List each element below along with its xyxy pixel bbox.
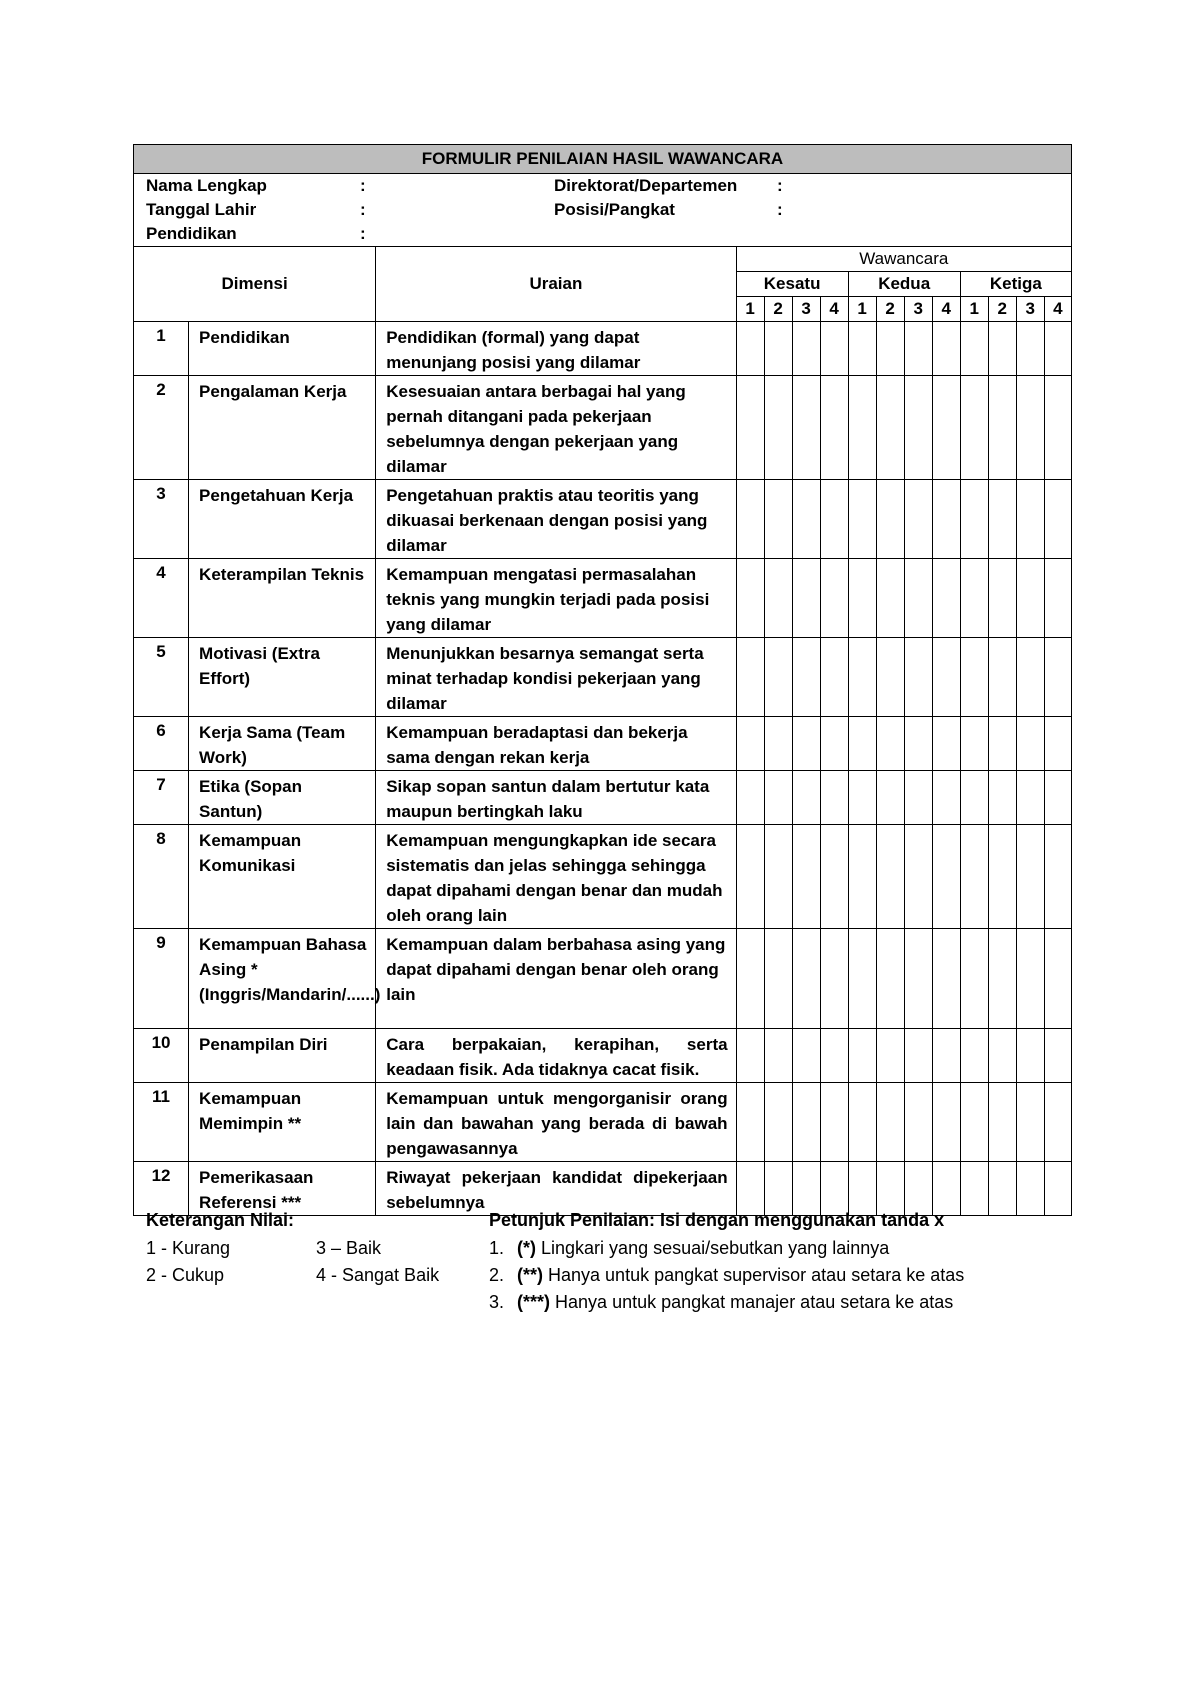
- petunjuk-text: Hanya untuk pangkat manajer atau setara ke atas: [555, 1292, 954, 1312]
- score-cell[interactable]: [1044, 825, 1071, 929]
- score-cell[interactable]: [988, 1162, 1016, 1216]
- dimensi-cell: Pendidikan: [189, 322, 376, 376]
- petunjuk-text: Hanya untuk pangkat supervisor atau setara ke atas: [548, 1265, 965, 1285]
- uraian-cell: Kemampuan mengungkapkan ide secara sistematis dan jelas sehingga sehingga dapat dipahami dengan benar dan mudah oleh orang lain: [376, 825, 736, 929]
- score-cell[interactable]: [932, 771, 960, 825]
- score-cell[interactable]: [988, 322, 1016, 376]
- score-cell[interactable]: [904, 376, 932, 480]
- score-cell[interactable]: [764, 376, 792, 480]
- nama-label: Nama Lengkap: [146, 176, 267, 195]
- petunjuk-marker: (***): [517, 1292, 551, 1312]
- score-cell[interactable]: [876, 559, 904, 638]
- header-round-ketiga: Ketiga: [960, 272, 1071, 297]
- petunjuk-text: Lingkari yang sesuai/sebutkan yang lainnya: [541, 1238, 890, 1258]
- table-row: [134, 1162, 1072, 1216]
- table-row: [134, 638, 1072, 717]
- score-cell[interactable]: [848, 559, 876, 638]
- dimensi-cell: Kemampuan Memimpin **: [189, 1083, 376, 1162]
- pendidikan-colon: :: [360, 224, 366, 243]
- header-uraian: Uraian: [376, 247, 736, 322]
- petunjuk-marker: (**): [517, 1265, 543, 1285]
- header-round-kesatu: Kesatu: [736, 272, 848, 297]
- score-cell[interactable]: [820, 1162, 848, 1216]
- score-cell[interactable]: [1016, 559, 1044, 638]
- score-header: 3: [904, 297, 932, 322]
- score-cell[interactable]: [988, 638, 1016, 717]
- uraian-cell: Kemampuan beradaptasi dan bekerja sama dengan rekan kerja: [376, 717, 736, 771]
- score-header: 4: [932, 297, 960, 322]
- dimensi-cell: Kerja Sama (Team Work): [189, 717, 376, 771]
- score-header: 4: [820, 297, 848, 322]
- score-cell[interactable]: [904, 480, 932, 559]
- score-cell[interactable]: [932, 717, 960, 771]
- row-number: 11: [134, 1083, 189, 1162]
- score-cell[interactable]: [820, 825, 848, 929]
- keterangan-title: Keterangan Nilai:: [146, 1210, 295, 1230]
- table-row: [134, 929, 1072, 1029]
- score-header: 1: [960, 297, 988, 322]
- score-cell[interactable]: [736, 771, 764, 825]
- score-cell[interactable]: [988, 771, 1016, 825]
- dimensi-cell: Kemampuan Komunikasi: [189, 825, 376, 929]
- score-cell[interactable]: [1016, 376, 1044, 480]
- score-cell[interactable]: [736, 559, 764, 638]
- score-cell[interactable]: [792, 480, 820, 559]
- score-cell[interactable]: [876, 717, 904, 771]
- score-cell[interactable]: [904, 1083, 932, 1162]
- score-cell[interactable]: [1016, 1162, 1044, 1216]
- score-cell[interactable]: [960, 480, 988, 559]
- score-cell[interactable]: [764, 638, 792, 717]
- uraian-cell: Kesesuaian antara berbagai hal yang pernah ditangani pada pekerjaan sebelumnya dengan pekerjaan yang dilamar: [376, 376, 736, 480]
- score-cell[interactable]: [988, 717, 1016, 771]
- score-cell[interactable]: [932, 480, 960, 559]
- score-header: 2: [764, 297, 792, 322]
- row-number: 9: [134, 929, 189, 1029]
- score-cell[interactable]: [736, 929, 764, 1029]
- uraian-cell: Riwayat pekerjaan kandidat dipekerjaan sebelumnya: [376, 1162, 736, 1216]
- score-cell[interactable]: [848, 322, 876, 376]
- score-cell[interactable]: [764, 1083, 792, 1162]
- score-cell[interactable]: [736, 638, 764, 717]
- pendidikan-label: Pendidikan: [146, 224, 237, 243]
- score-cell[interactable]: [1044, 929, 1071, 1029]
- uraian-cell: Menunjukkan besarnya semangat serta minat terhadap kondisi pekerjaan yang dilamar: [376, 638, 736, 717]
- score-cell[interactable]: [792, 1029, 820, 1083]
- score-cell[interactable]: [848, 929, 876, 1029]
- posisi-label: Posisi/Pangkat: [554, 200, 675, 219]
- row-number: 6: [134, 717, 189, 771]
- score-cell[interactable]: [764, 825, 792, 929]
- score-header: 3: [1016, 297, 1044, 322]
- score-cell[interactable]: [988, 559, 1016, 638]
- score-cell[interactable]: [988, 1083, 1016, 1162]
- score-cell[interactable]: [820, 638, 848, 717]
- table-row: [134, 1083, 1072, 1162]
- nilai-3: 3 – Baik: [316, 1238, 382, 1258]
- row-number: 4: [134, 559, 189, 638]
- score-cell[interactable]: [820, 717, 848, 771]
- score-cell[interactable]: [932, 376, 960, 480]
- table-row: [134, 825, 1072, 929]
- score-cell[interactable]: [764, 559, 792, 638]
- uraian-cell: Kemampuan untuk mengorganisir orang lain dan bawahan yang berada di bawah pengawasannya: [376, 1083, 736, 1162]
- petunjuk-marker: (*): [517, 1238, 536, 1258]
- score-cell[interactable]: [904, 1029, 932, 1083]
- score-cell[interactable]: [1016, 1029, 1044, 1083]
- uraian-cell: Cara berpakaian, kerapihan, serta keadaan fisik. Ada tidaknya cacat fisik.: [376, 1029, 736, 1083]
- score-cell[interactable]: [736, 1083, 764, 1162]
- score-cell[interactable]: [820, 559, 848, 638]
- score-cell[interactable]: [932, 559, 960, 638]
- score-cell[interactable]: [764, 929, 792, 1029]
- score-cell[interactable]: [1044, 559, 1071, 638]
- score-cell[interactable]: [904, 322, 932, 376]
- nilai-4: 4 - Sangat Baik: [316, 1265, 440, 1285]
- table-row: [134, 1029, 1072, 1083]
- score-cell[interactable]: [820, 376, 848, 480]
- score-cell[interactable]: [932, 929, 960, 1029]
- score-cell[interactable]: [876, 480, 904, 559]
- tanggal-lahir-colon: :: [360, 200, 366, 219]
- score-cell[interactable]: [932, 638, 960, 717]
- score-cell[interactable]: [1044, 1162, 1071, 1216]
- direktorat-colon: :: [777, 176, 783, 195]
- petunjuk-num: 3.: [489, 1292, 505, 1312]
- form-title: FORMULIR PENILAIAN HASIL WAWANCARA: [134, 145, 1072, 174]
- score-cell[interactable]: [904, 825, 932, 929]
- score-cell[interactable]: [1016, 771, 1044, 825]
- score-cell[interactable]: [904, 638, 932, 717]
- petunjuk-num: 1.: [489, 1238, 505, 1258]
- dimensi-cell: Keterampilan Teknis: [189, 559, 376, 638]
- row-number: 7: [134, 771, 189, 825]
- score-cell[interactable]: [1016, 638, 1044, 717]
- score-cell[interactable]: [736, 376, 764, 480]
- score-cell[interactable]: [820, 771, 848, 825]
- score-cell[interactable]: [960, 929, 988, 1029]
- score-cell[interactable]: [960, 1029, 988, 1083]
- row-number: 12: [134, 1162, 189, 1216]
- score-cell[interactable]: [904, 717, 932, 771]
- table-row: [134, 322, 1072, 376]
- score-cell[interactable]: [848, 376, 876, 480]
- score-cell[interactable]: [1044, 322, 1071, 376]
- score-cell[interactable]: [736, 717, 764, 771]
- header-round-kedua: Kedua: [848, 272, 960, 297]
- direktorat-label: Direktorat/Departemen: [554, 176, 738, 195]
- dimensi-cell: Etika (Sopan Santun): [189, 771, 376, 825]
- score-cell[interactable]: [764, 1029, 792, 1083]
- score-cell[interactable]: [1044, 771, 1071, 825]
- nilai-2: 2 - Cukup: [146, 1265, 225, 1285]
- score-cell[interactable]: [792, 1083, 820, 1162]
- score-cell[interactable]: [932, 1162, 960, 1216]
- score-cell[interactable]: [1016, 322, 1044, 376]
- dimensi-cell: Pengetahuan Kerja: [189, 480, 376, 559]
- score-cell[interactable]: [960, 717, 988, 771]
- score-cell[interactable]: [960, 1083, 988, 1162]
- uraian-cell: Kemampuan dalam berbahasa asing yang dapat dipahami dengan benar oleh orang lain: [376, 929, 736, 1029]
- score-cell[interactable]: [736, 1162, 764, 1216]
- score-cell[interactable]: [764, 322, 792, 376]
- uraian-cell: Pendidikan (formal) yang dapat menunjang posisi yang dilamar: [376, 322, 736, 376]
- score-cell[interactable]: [1044, 717, 1071, 771]
- score-cell[interactable]: [1016, 825, 1044, 929]
- score-cell[interactable]: [876, 929, 904, 1029]
- score-cell[interactable]: [792, 376, 820, 480]
- score-cell[interactable]: [932, 1029, 960, 1083]
- score-cell[interactable]: [764, 1162, 792, 1216]
- score-cell[interactable]: [1044, 376, 1071, 480]
- score-cell[interactable]: [876, 638, 904, 717]
- score-cell[interactable]: [736, 480, 764, 559]
- score-cell[interactable]: [792, 771, 820, 825]
- score-cell[interactable]: [848, 638, 876, 717]
- score-cell[interactable]: [988, 1029, 1016, 1083]
- row-number: 2: [134, 376, 189, 480]
- petunjuk-title: Petunjuk Penilaian: Isi dengan menggunakan tanda x: [489, 1210, 945, 1230]
- score-cell[interactable]: [792, 1162, 820, 1216]
- nama-colon: :: [360, 176, 366, 195]
- score-cell[interactable]: [792, 322, 820, 376]
- dimensi-cell: Pengalaman Kerja: [189, 376, 376, 480]
- score-cell[interactable]: [792, 559, 820, 638]
- score-cell[interactable]: [736, 1029, 764, 1083]
- table-row: [134, 376, 1072, 480]
- score-cell[interactable]: [960, 322, 988, 376]
- score-cell[interactable]: [1044, 480, 1071, 559]
- score-cell[interactable]: [792, 825, 820, 929]
- score-cell[interactable]: [848, 1162, 876, 1216]
- uraian-cell: Sikap sopan santun dalam bertutur kata maupun bertingkah laku: [376, 771, 736, 825]
- uraian-cell: Kemampuan mengatasi permasalahan teknis yang mungkin terjadi pada posisi yang dilamar: [376, 559, 736, 638]
- score-cell[interactable]: [1016, 480, 1044, 559]
- score-cell[interactable]: [792, 929, 820, 1029]
- dimensi-cell: Kemampuan Bahasa Asing * (Inggris/Mandarin/......): [189, 929, 376, 1029]
- score-cell[interactable]: [876, 376, 904, 480]
- header-wawancara: Wawancara: [736, 247, 1071, 272]
- score-cell[interactable]: [988, 376, 1016, 480]
- score-cell[interactable]: [848, 771, 876, 825]
- score-cell[interactable]: [736, 825, 764, 929]
- score-cell[interactable]: [848, 825, 876, 929]
- score-cell[interactable]: [848, 480, 876, 559]
- score-cell[interactable]: [876, 825, 904, 929]
- score-cell[interactable]: [1016, 929, 1044, 1029]
- score-cell[interactable]: [876, 322, 904, 376]
- score-cell[interactable]: [876, 1162, 904, 1216]
- score-header: 1: [736, 297, 764, 322]
- petunjuk-item: [489, 1292, 953, 1313]
- score-cell[interactable]: [960, 771, 988, 825]
- score-cell[interactable]: [876, 1083, 904, 1162]
- petunjuk-item: [489, 1238, 889, 1259]
- score-cell[interactable]: [904, 559, 932, 638]
- personal-info-section: [134, 174, 1072, 247]
- assessment-rows: [134, 322, 1072, 1216]
- row-number: 1: [134, 322, 189, 376]
- petunjuk-num: 2.: [489, 1265, 505, 1285]
- row-number: 3: [134, 480, 189, 559]
- table-row: [134, 559, 1072, 638]
- score-cell[interactable]: [1044, 1029, 1071, 1083]
- table-row: [134, 717, 1072, 771]
- score-cell[interactable]: [820, 1029, 848, 1083]
- score-cell[interactable]: [764, 771, 792, 825]
- score-cell[interactable]: [1044, 638, 1071, 717]
- score-cell[interactable]: [988, 929, 1016, 1029]
- score-cell[interactable]: [848, 1083, 876, 1162]
- score-header: 1: [848, 297, 876, 322]
- header-dimensi: Dimensi: [134, 247, 376, 322]
- tanggal-lahir-label: Tanggal Lahir: [146, 200, 257, 219]
- score-cell[interactable]: [1016, 1083, 1044, 1162]
- score-cell[interactable]: [932, 1083, 960, 1162]
- score-cell[interactable]: [988, 480, 1016, 559]
- row-number: 5: [134, 638, 189, 717]
- score-cell[interactable]: [820, 929, 848, 1029]
- score-cell[interactable]: [736, 322, 764, 376]
- score-cell[interactable]: [960, 559, 988, 638]
- score-cell[interactable]: [764, 717, 792, 771]
- score-cell[interactable]: [848, 1029, 876, 1083]
- score-cell[interactable]: [848, 717, 876, 771]
- score-cell[interactable]: [876, 771, 904, 825]
- uraian-cell: Pengetahuan praktis atau teoritis yang dikuasai berkenaan dengan posisi yang dilamar: [376, 480, 736, 559]
- score-cell[interactable]: [1016, 717, 1044, 771]
- interview-assessment-table: [133, 144, 1072, 1216]
- score-cell[interactable]: [792, 717, 820, 771]
- row-number: 10: [134, 1029, 189, 1083]
- score-cell[interactable]: [932, 322, 960, 376]
- score-cell[interactable]: [904, 929, 932, 1029]
- score-cell[interactable]: [932, 825, 960, 929]
- score-header: 4: [1044, 297, 1071, 322]
- score-cell[interactable]: [820, 322, 848, 376]
- table-row: [134, 480, 1072, 559]
- score-cell[interactable]: [820, 1083, 848, 1162]
- score-cell[interactable]: [960, 1162, 988, 1216]
- score-cell[interactable]: [988, 825, 1016, 929]
- score-cell[interactable]: [792, 638, 820, 717]
- dimensi-cell: Pemerikasaan Referensi ***: [189, 1162, 376, 1216]
- score-cell[interactable]: [960, 376, 988, 480]
- score-cell[interactable]: [876, 1029, 904, 1083]
- score-cell[interactable]: [1044, 1083, 1071, 1162]
- score-cell[interactable]: [904, 1162, 932, 1216]
- posisi-colon: :: [777, 200, 783, 219]
- score-header: 2: [988, 297, 1016, 322]
- score-cell[interactable]: [904, 771, 932, 825]
- dimensi-cell: Motivasi (Extra Effort): [189, 638, 376, 717]
- score-cell[interactable]: [960, 825, 988, 929]
- row-number: 8: [134, 825, 189, 929]
- nilai-1: 1 - Kurang: [146, 1238, 231, 1258]
- table-row: [134, 771, 1072, 825]
- score-header: 3: [792, 297, 820, 322]
- score-header: 2: [876, 297, 904, 322]
- score-cell[interactable]: [820, 480, 848, 559]
- petunjuk-item: [489, 1265, 964, 1286]
- dimensi-cell: Penampilan Diri: [189, 1029, 376, 1083]
- score-cell[interactable]: [764, 480, 792, 559]
- score-cell[interactable]: [960, 638, 988, 717]
